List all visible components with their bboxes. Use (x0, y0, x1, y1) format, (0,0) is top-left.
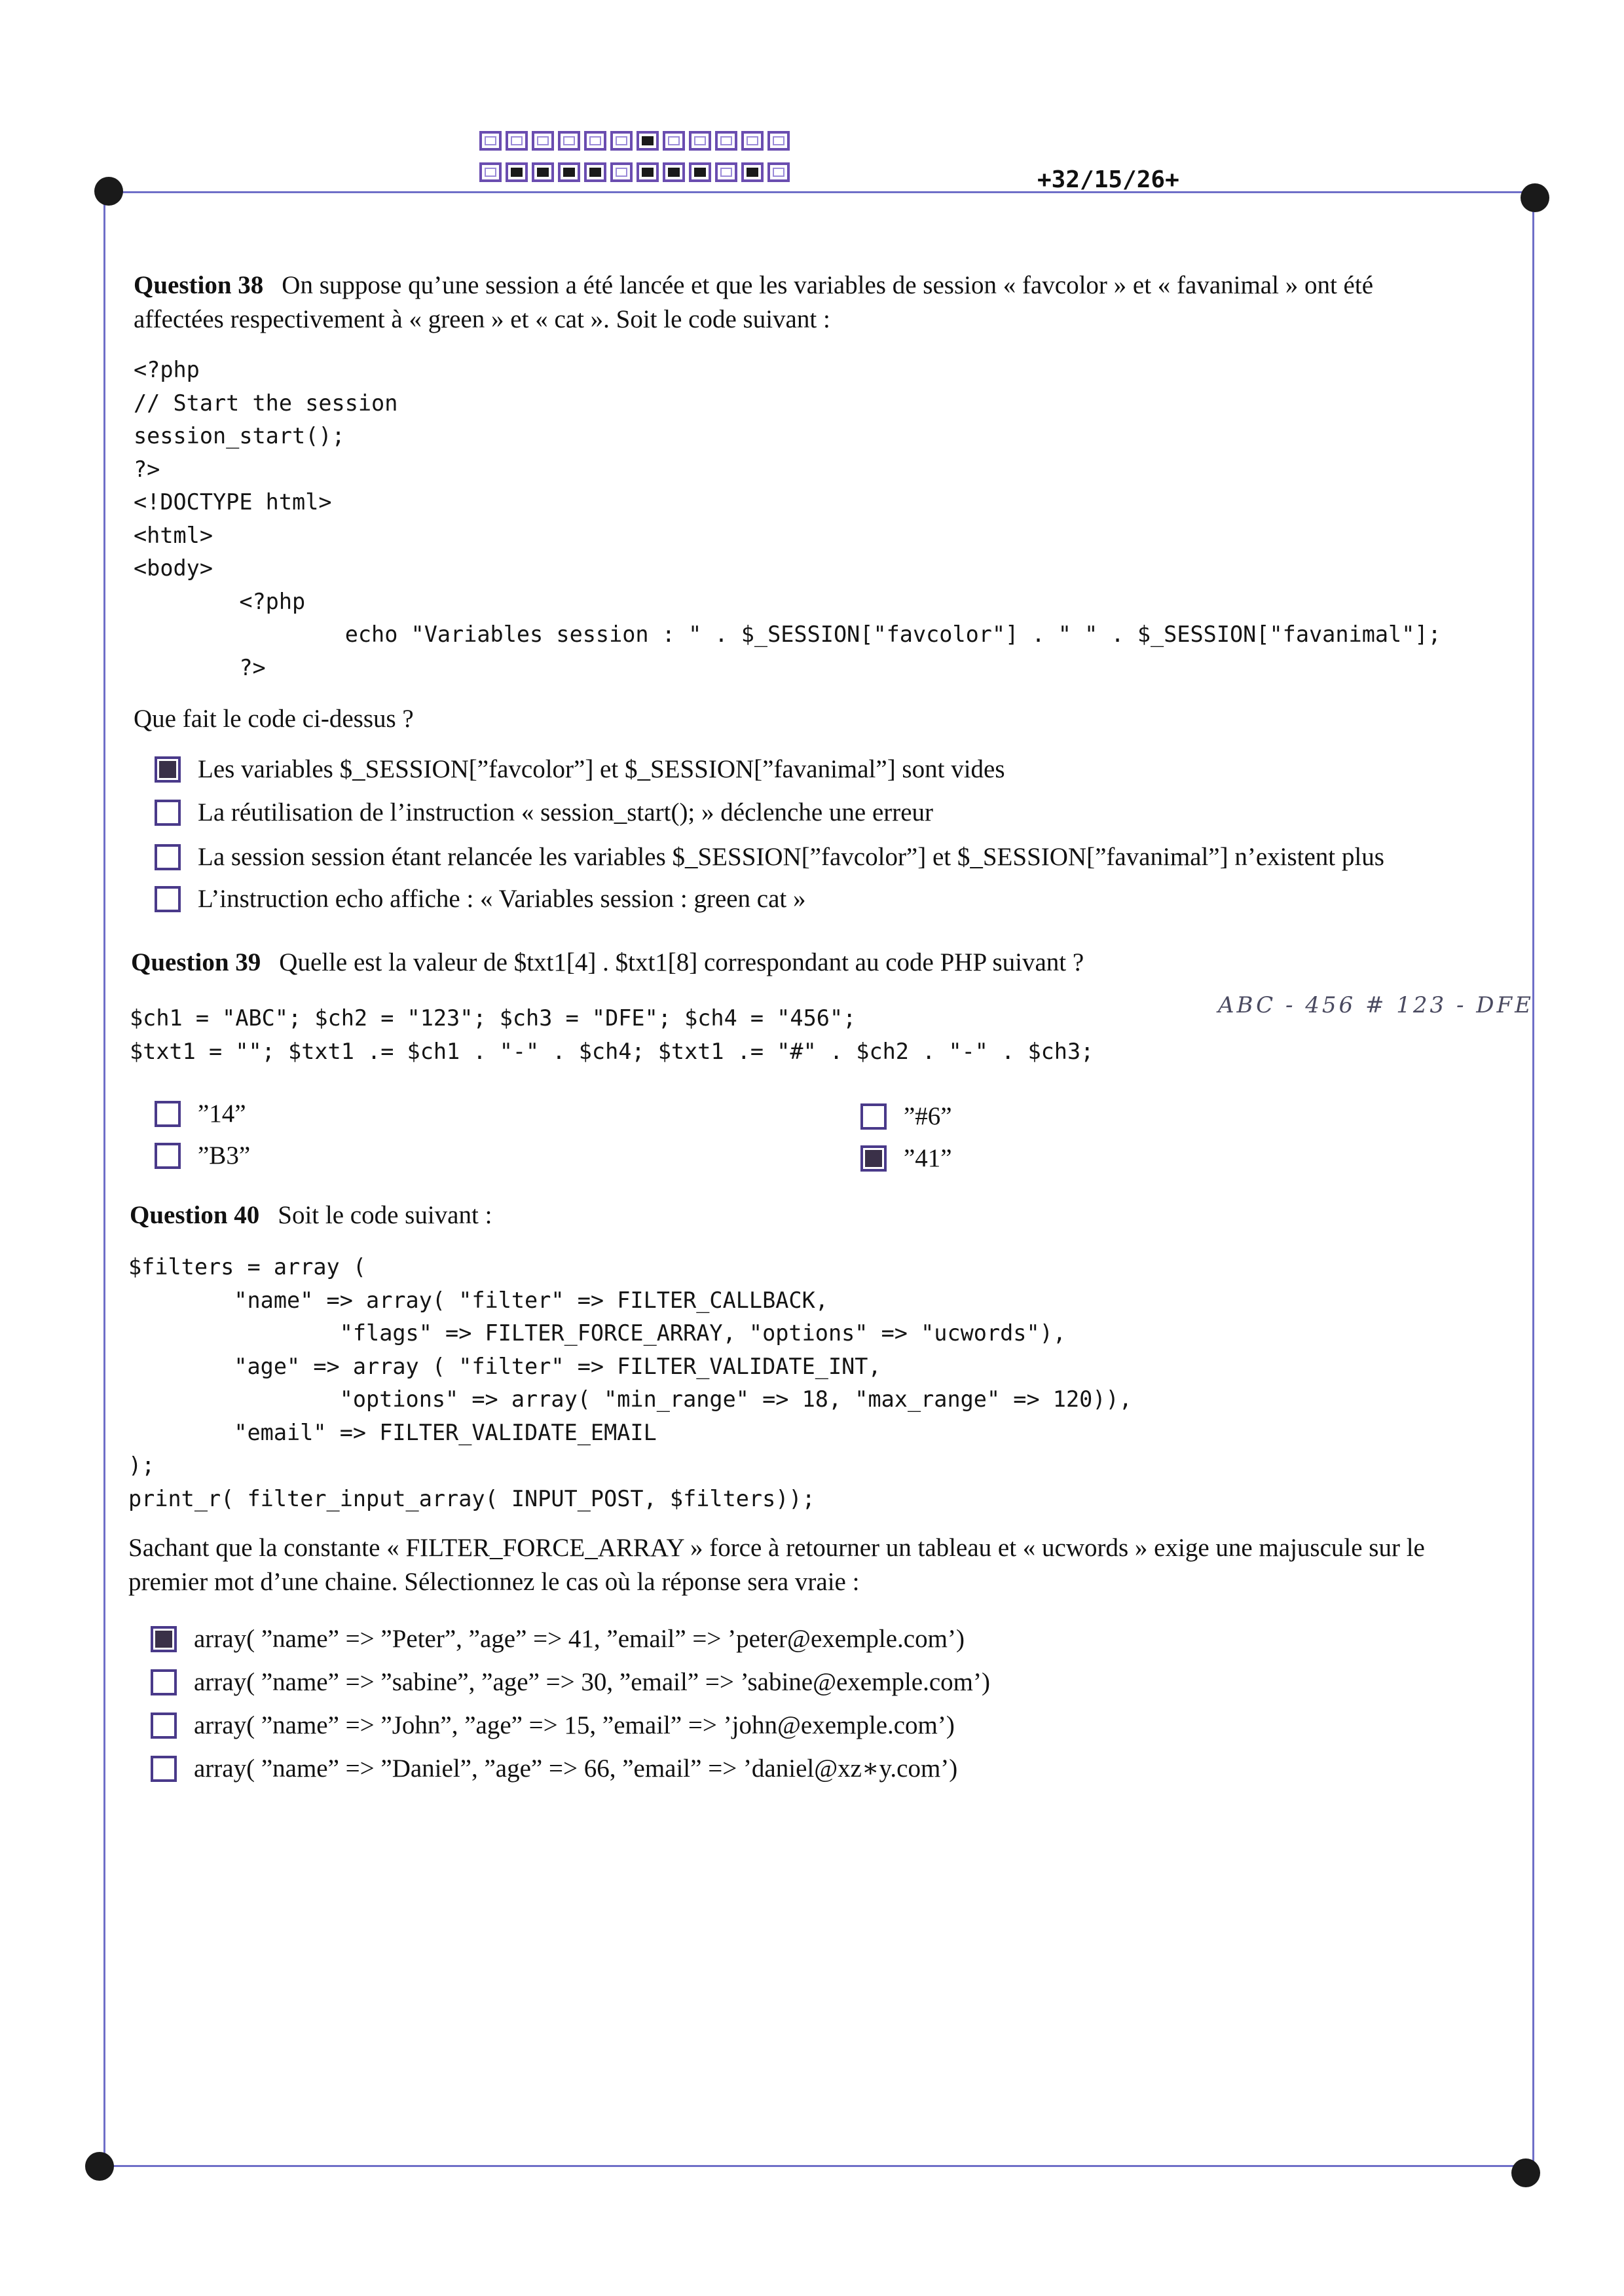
frame-bottom-line (100, 2165, 1535, 2167)
q38-option-4-checkbox[interactable] (155, 886, 181, 912)
q39-option-3-checkbox[interactable] (860, 1103, 887, 1130)
q39-option-4-checkbox[interactable] (860, 1145, 887, 1172)
q38-option-1-checkbox[interactable] (155, 756, 181, 783)
question-39-code: $ch1 = "ABC"; $ch2 = "123"; $ch3 = "DFE"; $ch4 = "456"; $txt1 = ""; $txt1 .= $ch1 . "-" . $ch4; $txt1 .= "#" . $ch2 . "-" . $ch3; (130, 1005, 1094, 1064)
question-40-text (130, 1198, 492, 1232)
question-38-code: <?php // Start the session session_start(); ?> <!DOCTYPE html> <html> <body> <?php echo "Variables session : " . $_SESSION["favcolor"] . " " . $_SESSION["favanimal"]; ?> (134, 357, 1441, 680)
frame-right-line (1532, 191, 1534, 2173)
q38-option-3[interactable] (155, 842, 1384, 872)
id-code-boxes (479, 131, 794, 194)
question-38-line2: affectées respectivement à « green » et « cat ». Soit le code suivant : (134, 305, 830, 333)
q39-option-2-label: ”B3” (198, 1141, 251, 1170)
q40-option-3-label: array( ”name” => ”John”, ”age” => 15, ”email” => ’john@exemple.com’) (194, 1711, 955, 1739)
q40-option-1-checkbox[interactable] (151, 1626, 177, 1652)
corner-mark-bottom-left (85, 2152, 114, 2181)
q38-option-3-label: La session session étant relancée les variables $_SESSION[”favcolor”] et $_SESSION[”favanimal”] n’existent plus (198, 843, 1384, 871)
question-40-after-line1: Sachant que la constante « FILTER_FORCE_ARRAY » force à retourner un tableau et « ucwords » exige une majuscule sur le (128, 1534, 1425, 1562)
q40-option-4[interactable] (151, 1754, 957, 1783)
q38-option-3-checkbox[interactable] (155, 844, 181, 870)
q39-option-1-label: ”14” (198, 1100, 246, 1128)
q39-option-3[interactable] (860, 1102, 952, 1131)
question-38-prompt: Que fait le code ci-dessus ? (134, 705, 414, 733)
question-40-after-line2: premier mot d’une chaine. Sélectionnez le cas où la réponse sera vraie : (128, 1568, 860, 1596)
question-38-label: Question 38 (134, 271, 264, 299)
q38-option-4-label: L’instruction echo affiche : « Variables session : green cat » (198, 885, 806, 913)
question-39-text (131, 946, 1084, 980)
question-38-text (134, 268, 1528, 337)
frame-left-line (103, 191, 105, 2173)
q40-option-2-checkbox[interactable] (151, 1669, 177, 1695)
q39-option-1[interactable] (155, 1099, 246, 1128)
question-40-code: $filters = array ( "name" => array( "filter" => FILTER_CALLBACK, "flags" => FILTER_FORCE_ARRAY, "options" => "ucwords"), "age" => array ( "filter" => FILTER_VALIDATE_INT, "options" => array( "min_range" => 18, "max_range" => 120)), "email" => FILTER_VALIDATE_EMAIL ); print_r( filter_input_array( INPUT_POST, $filters)); (128, 1254, 1132, 1511)
q39-option-2-checkbox[interactable] (155, 1143, 181, 1169)
question-40-label: Question 40 (130, 1201, 260, 1229)
question-40-explanation (128, 1531, 1530, 1599)
q40-option-1-label: array( ”name” => ”Peter”, ”age” => 41, ”email” => ’peter@exemple.com’) (194, 1625, 965, 1653)
q39-option-1-checkbox[interactable] (155, 1101, 181, 1127)
q40-option-3[interactable] (151, 1711, 955, 1740)
q39-option-4-label: ”41” (904, 1144, 952, 1172)
q40-option-2-label: array( ”name” => ”sabine”, ”age” => 30, ”email” => ’sabine@exemple.com’) (194, 1668, 990, 1696)
q39-option-4[interactable] (860, 1143, 952, 1173)
page-id: +32/15/26+ (1037, 166, 1179, 193)
q38-option-4[interactable] (155, 884, 806, 914)
q38-option-2[interactable] (155, 798, 933, 827)
q38-option-2-label: La réutilisation de l’instruction « session_start(); » déclenche une erreur (198, 798, 934, 826)
question-38 (134, 268, 1528, 337)
frame-top-line (105, 191, 1539, 193)
q38-option-1-label: Les variables $_SESSION[”favcolor”] et $_SESSION[”favanimal”] sont vides (198, 755, 1005, 783)
q39-option-2[interactable] (155, 1141, 250, 1170)
q40-option-1[interactable] (151, 1624, 965, 1654)
question-39-question: Quelle est la valeur de $txt1[4] . $txt1[8] correspondant au code PHP suivant ? (279, 948, 1084, 976)
q40-option-4-label: array( ”name” => ”Daniel”, ”age” => 66, ”email” => ’daniel@xz∗y.com’) (194, 1754, 958, 1783)
corner-mark-bottom-right (1511, 2158, 1540, 2187)
question-40-question: Soit le code suivant : (278, 1201, 492, 1229)
question-38-line1: On suppose qu’une session a été lancée et que les variables de session « favcolor » et « favanimal » ont été (282, 271, 1373, 299)
handwritten-note: ABC - 456 # 123 - DFE (1218, 992, 1534, 1018)
q38-option-2-checkbox[interactable] (155, 800, 181, 826)
corner-mark-top-left (94, 177, 123, 206)
q40-option-4-checkbox[interactable] (151, 1756, 177, 1782)
q40-option-2[interactable] (151, 1667, 990, 1697)
question-39-label: Question 39 (131, 948, 261, 976)
corner-mark-top-right (1521, 183, 1549, 212)
q39-option-3-label: ”#6” (904, 1102, 952, 1130)
q38-option-1[interactable] (155, 754, 1005, 784)
q40-option-3-checkbox[interactable] (151, 1713, 177, 1739)
